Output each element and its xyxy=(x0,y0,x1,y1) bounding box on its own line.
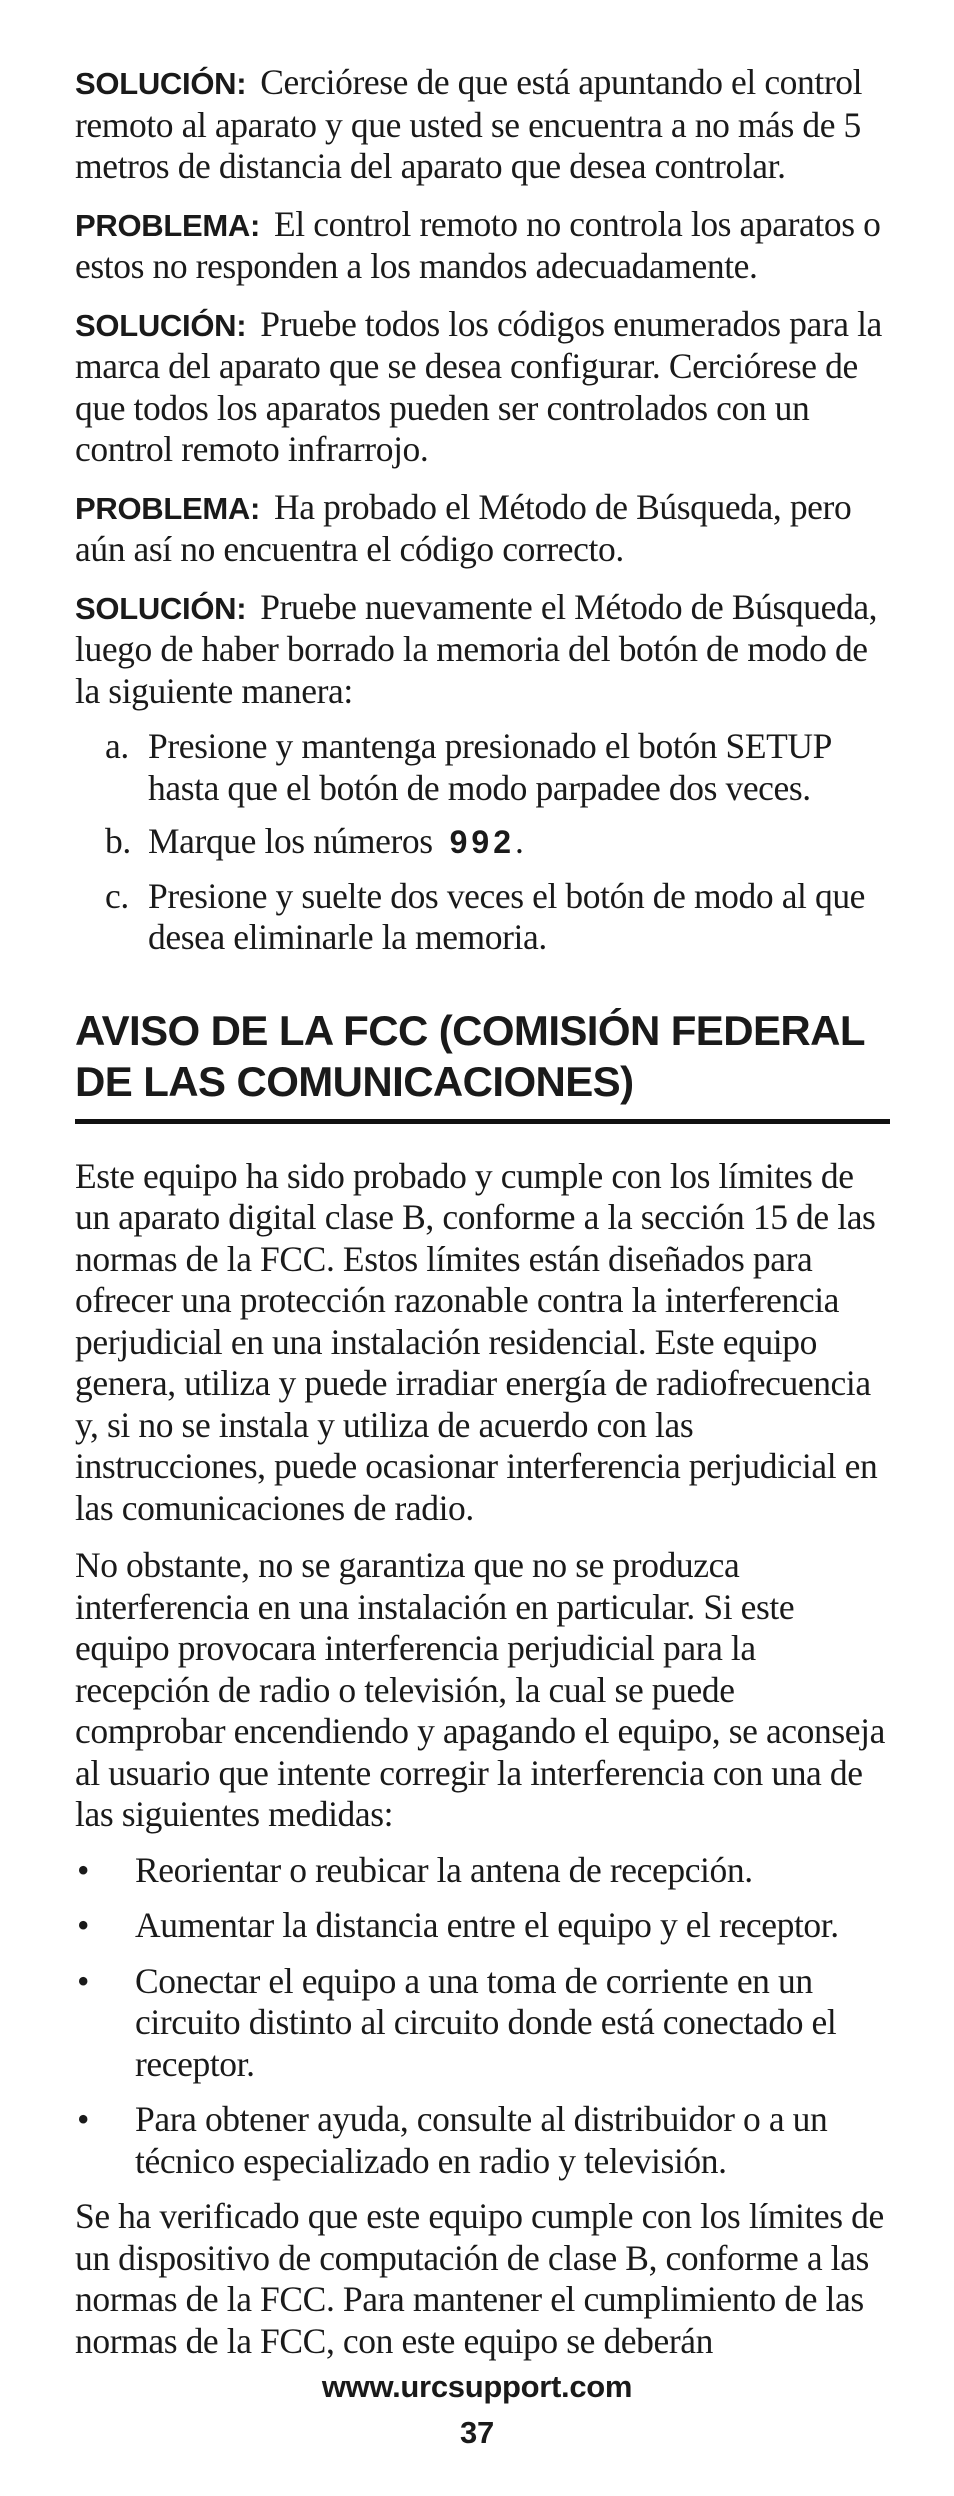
bullet-text: Reorientar o reubicar la antena de recepción. xyxy=(135,1849,753,1890)
fcc-paragraph-2: No obstante, no se garantiza que no se produzca interferencia en una instalación en particular. Si este equipo provocara interferencia perjudicial para la recepción de radio o televisión, la cual se puede comprobar encendiendo y apagando el equipo, se aconseja al usuario que intente corregir la interferencia con una de las siguientes medidas: xyxy=(75,1545,885,1834)
bullet-icon: • xyxy=(77,2099,90,2139)
list-item xyxy=(75,876,890,959)
list-item xyxy=(75,1961,890,2086)
manual-page xyxy=(75,62,890,2378)
solution-label: SOLUCIÓN: xyxy=(75,307,247,343)
code-number: 992 xyxy=(449,824,515,860)
solution-text: Pruebe todos los códigos enumerados para la marca del aparato que se desea configurar. Cerciórese de que todos los aparatos pueden ser controlados con un control remoto infrarrojo. xyxy=(75,303,882,469)
problem-label: PROBLEMA: xyxy=(75,490,261,526)
bullet-text: Aumentar la distancia entre el equipo y el receptor. xyxy=(135,1905,839,1945)
step-suffix: . xyxy=(514,821,524,861)
list-marker: b. xyxy=(105,821,131,861)
list-item xyxy=(75,821,890,864)
problem-text: Ha probado el Método de Búsqueda, pero aún así no encuentra el código correcto. xyxy=(75,486,852,569)
measures-list xyxy=(75,1850,890,2183)
problem-text: El control remoto no controla los aparatos o estos no responden a los mandos adecuadamente. xyxy=(75,203,881,286)
fcc-paragraph-1: Este equipo ha sido probado y cumple con los límites de un aparato digital clase B, conforme a la sección 15 de las normas de la FCC. Estos límites están diseñados para ofrecer una protección razonable contra la interferencia perjudicial en una instalación residencial. Este equipo genera, utiliza y puede irradiar energía de radiofrecuencia y, si no se instala y utiliza de acuerdo con las instrucciones, puede ocasionar interferencia perjudicial en las comunicaciones de radio. xyxy=(75,1155,878,1528)
bullet-icon: • xyxy=(77,1960,90,2001)
problem-1 xyxy=(75,204,890,288)
heading-rule xyxy=(75,1119,890,1124)
problem-label: PROBLEMA: xyxy=(75,207,261,243)
solution-1 xyxy=(75,62,890,188)
solution-text: Pruebe nuevamente el Método de Búsqueda, luego de haber borrado la memoria del botón de modo de la siguiente manera: xyxy=(75,586,878,711)
page-footer xyxy=(0,2364,954,2456)
list-item xyxy=(75,2099,890,2182)
steps-list xyxy=(75,726,890,959)
bullet-text: Conectar el equipo a una toma de corriente en un circuito distinto al circuito donde está conectado el receptor. xyxy=(135,1960,837,2084)
solution-2 xyxy=(75,304,890,471)
fcc-heading: AVISO DE LA FCC (COMISIÓN FEDERAL DE LAS COMUNICACIONES) xyxy=(75,1006,865,1105)
solution-label: SOLUCIÓN: xyxy=(75,66,247,101)
list-item xyxy=(75,726,890,809)
list-item xyxy=(75,1850,890,1892)
step-text: Presione y mantenga presionado el botón SETUP hasta que el botón de modo parpadee dos veces. xyxy=(148,726,831,808)
solution-label: SOLUCIÓN: xyxy=(75,590,247,626)
problem-2 xyxy=(75,487,890,571)
list-item xyxy=(75,1905,890,1947)
solution-3 xyxy=(75,587,890,713)
bullet-text: Para obtener ayuda, consulte al distribuidor o a un técnico especializado en radio y televisión. xyxy=(135,2099,828,2181)
step-text: Presione y suelte dos veces el botón de modo al que desea eliminarle la memoria. xyxy=(148,875,866,957)
support-url: www.urcsupport.com xyxy=(321,2369,633,2404)
step-text: Marque los números xyxy=(148,821,433,861)
fcc-paragraph-3: Se ha verificado que este equipo cumple con los límites de un dispositivo de computación de clase B, conforme a las normas de la FCC. Para mantener el cumplimiento de las normas de la FCC, con este equipo se deberán xyxy=(75,2196,884,2361)
page-number: 37 xyxy=(460,2415,494,2450)
bullet-icon: • xyxy=(77,1905,90,1945)
list-marker: c. xyxy=(105,875,129,916)
solution-text: Cerciórese de que está apuntando el control remoto al aparato y que usted se encuentra a no más de 5 metros de distancia del aparato que desea controlar. xyxy=(75,62,863,186)
bullet-icon: • xyxy=(77,1849,90,1890)
list-marker: a. xyxy=(105,726,129,766)
